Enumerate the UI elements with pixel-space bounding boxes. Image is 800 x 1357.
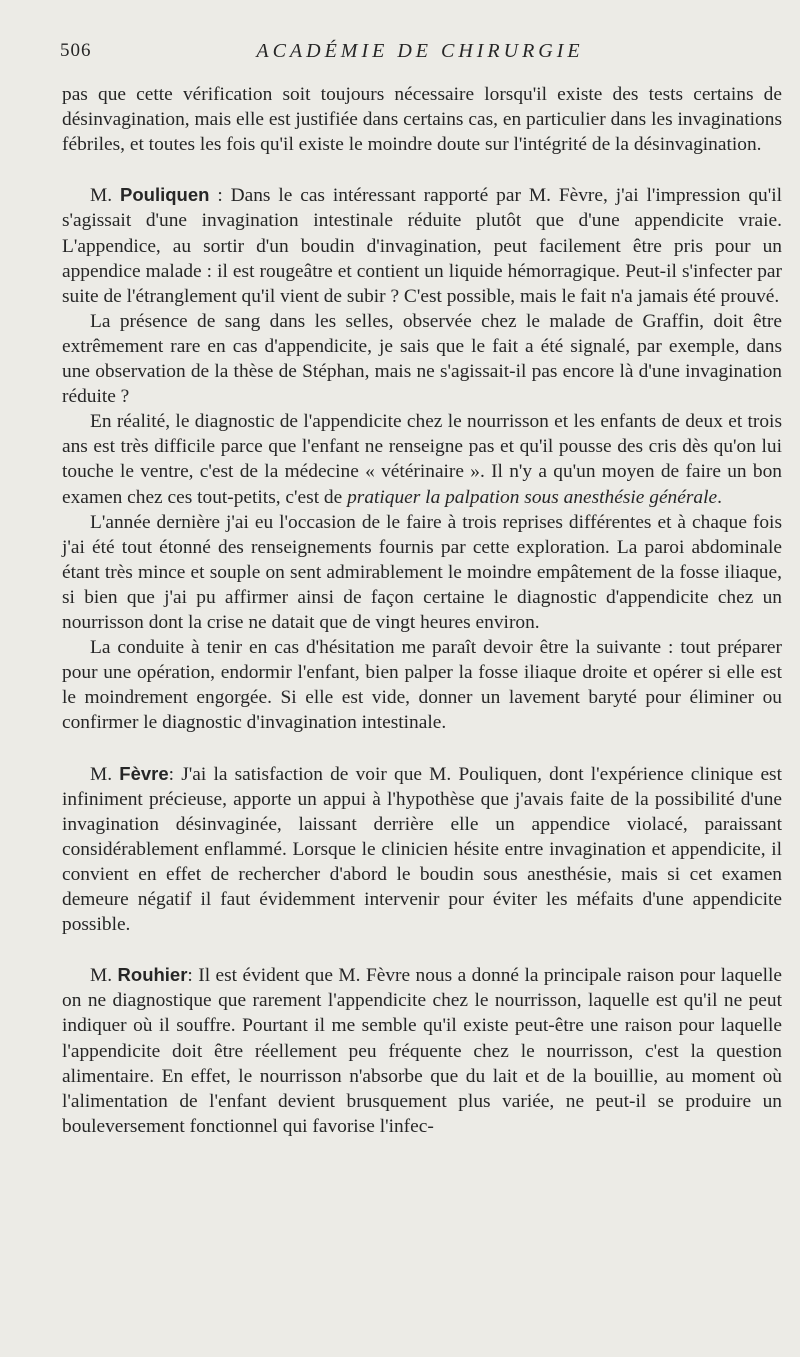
paragraph-continuation: pas que cette vérification soit toujours nécessaire lorsqu'il existe des tests certains de désinvagination, mais elle est justifiée dans certains cas, en particulier dans les invaginations fébriles, et toutes les fois qu'il existe le moindre doute sur l'intégrité de la désinvagination. xyxy=(62,84,782,156)
page-header xyxy=(60,40,780,68)
paragraph-text: En réalité, le diagnostic de l'appendicite chez le nourrisson et les enfants de deux et trois ans est très difficile parce que l'enfant ne renseigne pas et qu'il pousse des cris dès qu'on lui touche le ventre, c'est de la médecine « vétérinaire ». Il n'y a qu'un moyen de faire un bon examen chez ces tout-petits, c'est de xyxy=(62,411,782,508)
speaker-name: Pouliquen xyxy=(120,184,210,206)
paragraph-text: : J'ai la satisfaction de voir que M. Pouliquen, dont l'expérience clinique est infiniment précieuse, apporte un appui à l'hypothèse que j'avais faite de la possibilité d'une invagination désinvaginée, laissant derrière elle un appendice violacé, paraissant considérablement enflammé. Lorsque le clinicien hésite entre invagination et appendicite, il convient en effet de rechercher d'abord le boudin sous anesthésie, mais si cet examen demeure négatif il faut évidemment intervenir pour éviter les méfaits d'une appendicite possible. xyxy=(62,763,782,936)
speaker-title: M. xyxy=(90,185,113,207)
paragraph-rouhier xyxy=(62,962,782,1139)
paragraph-text: : Il est évident que M. Fèvre nous a donné la principale raison pour laquelle on ne diagnostique que rarement l'appendicite chez le nourrisson, laquelle est qu'il ne peut indiquer où il souffre. Pourtant il me semble qu'il existe peut-être une raison pour laquelle l'appendicite doit être réellement peu fréquente chez le nourrisson, c'est la question alimentaire. En effet, le nourrisson n'absorbe que du lait et de la bouillie, au moment où l'alimentation de l'enfant devient brusquement plus variée, ne peut-il se produire un bouleversement fonctionnel qui favorise l'infec- xyxy=(62,965,782,1137)
paragraph: La conduite à tenir en cas d'hésitation me paraît devoir être la suivante : tout préparer pour une opération, endormir l'enfant, bien palper la fosse iliaque droite et opérer si elle est le moindrement engorgée. Si elle est vide, donner un lavement baryté pour éliminer ou confirmer le diagnostic d'invagination intestinale. xyxy=(62,637,782,734)
paragraph-pouliquen xyxy=(62,182,782,308)
paragraph: L'année dernière j'ai eu l'occasion de le faire à trois reprises différentes et à chaque fois j'ai été tout étonné des renseignements fournis par cette exploration. La paroi abdominale étant très mince et souple on sent admirablement le moindre empâtement de la fosse iliaque, si bien que j'ai pu affirmer ainsi de façon certaine le diagnostic d'appendicite chez un nourrisson dont la crise ne datait que de vingt heures environ. xyxy=(62,511,782,633)
paragraph xyxy=(62,409,782,509)
paragraph-text: : Dans le cas intéressant rapporté par M. Fèvre, j'ai l'impression qu'il s'agissait d'une invagination intestinale réduite plutôt que d'une appendicite vraie. L'appendice, au sortir d'un boudin d'invagination, peut facilement être pris pour un appendice malade : il est rougeâtre et contient un liquide hémorragique. Peut-il s'infecter par suite de l'étranglement qu'il vient de subir ? C'est possible, mais le fait n'a jamais été prouvé. xyxy=(62,185,783,307)
speaker-name: Rouhier xyxy=(117,964,188,986)
speaker-name: Fèvre xyxy=(119,762,169,784)
paragraph-fevre xyxy=(62,761,782,938)
speaker-title: M. xyxy=(90,763,113,785)
speaker-title: M. xyxy=(90,965,113,987)
body-text xyxy=(62,82,782,1139)
paragraph-text-end: . xyxy=(717,486,722,508)
running-title: ACADÉMIE DE CHIRURGIE xyxy=(256,40,584,62)
italic-text: pratiquer la palpation sous anesthésie générale xyxy=(347,486,718,508)
paragraph: La présence de sang dans les selles, observée chez le malade de Graffin, doit être extrêmement rare en cas d'appendicite, je sais que le fait a été signalé, par exemple, dans une observation de la thèse de Stéphan, mais ne s'agissait-il pas encore là d'une invagination réduite ? xyxy=(62,310,782,408)
page-number: 506 xyxy=(60,40,92,61)
